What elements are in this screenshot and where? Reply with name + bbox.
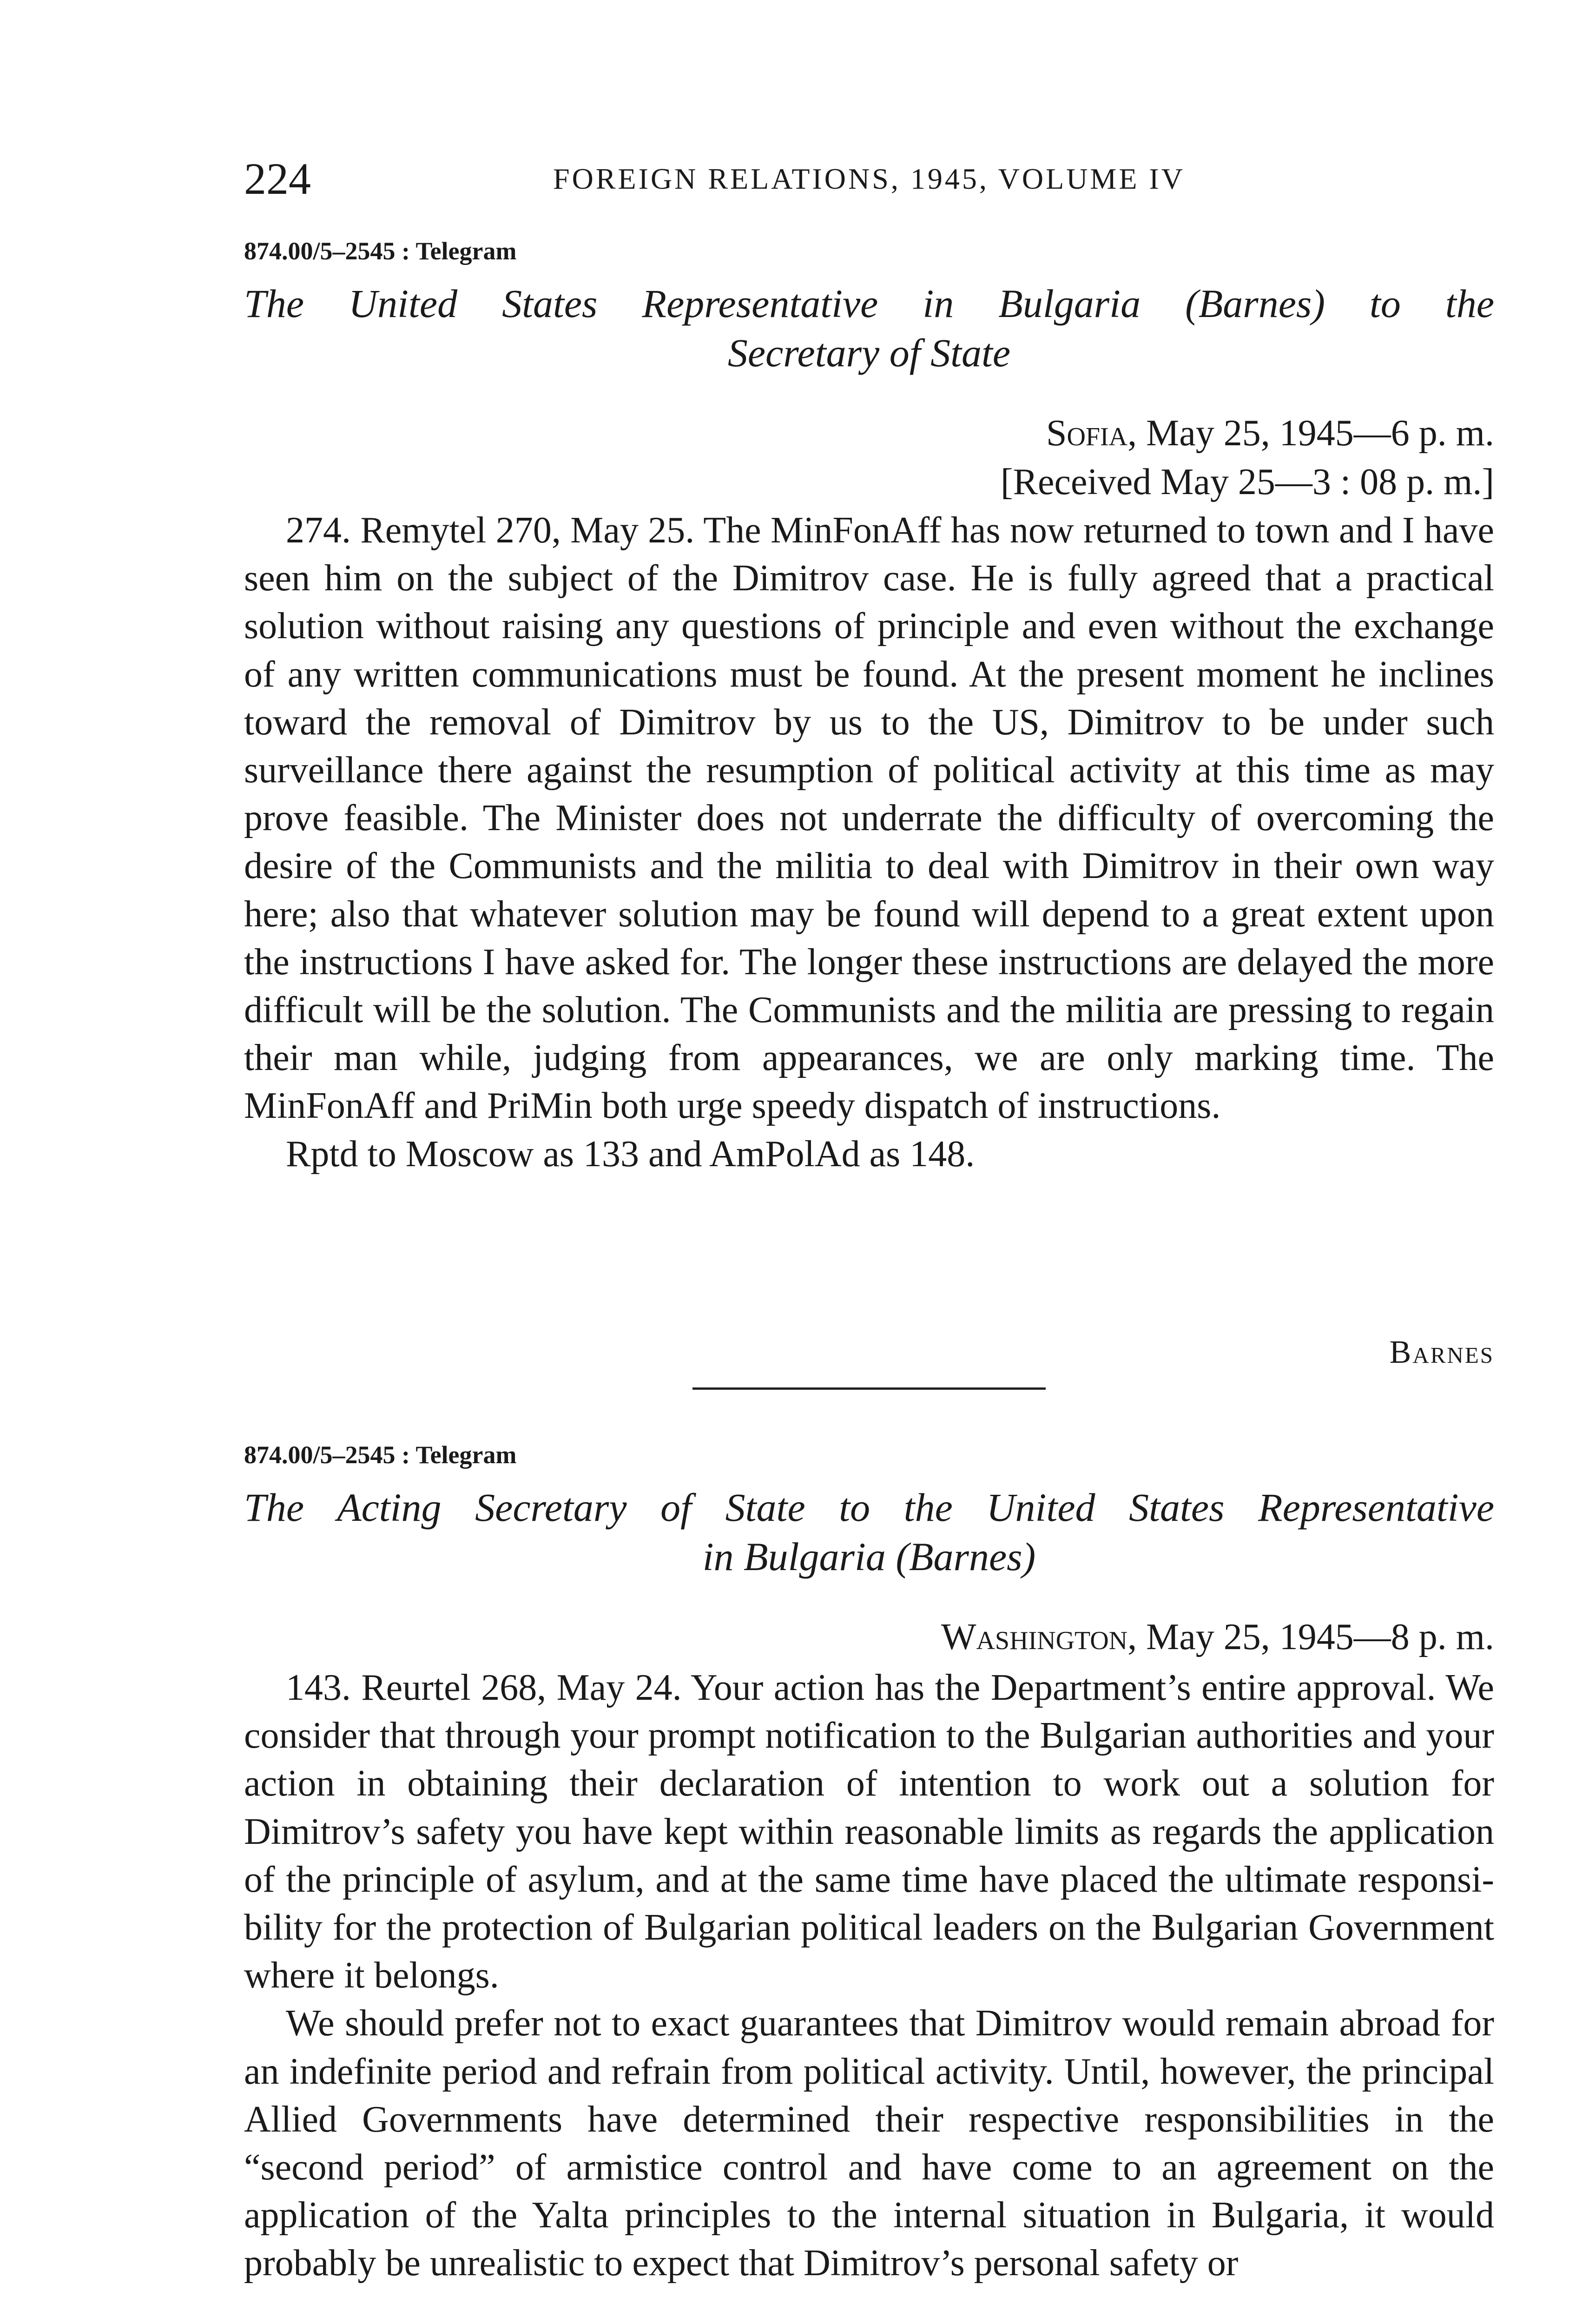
doc1-dateline-date: , May 25, 1945—6 p. m. — [1127, 413, 1494, 454]
doc1-file-ref: 874.00/5–2545 : Telegram — [244, 237, 517, 265]
doc1-title — [244, 279, 1494, 377]
doc2-paragraph-2: We should prefer not to exact guarantees that Dimitrov would remain abroad for an indefinite period and refrain from political activity. Until, however, the principal Allied Governments have determined their respective responsibilities in the “second period” of armistice control and have come to an agreement on the application of the Yalta principles to the internal situation in Bulgaria, it would probably be unrealistic to expect that Dimitrov’s personal safety or — [244, 2003, 1494, 2284]
doc1-received: [Received May 25—3 : 08 p. m.] — [1001, 462, 1494, 502]
running-title: FOREIGN RELATIONS, 1945, VOLUME IV — [553, 162, 1185, 195]
doc2-body — [244, 1664, 1494, 2288]
doc2-dateline — [244, 1613, 1494, 1662]
page-number: 224 — [244, 154, 311, 204]
doc1-dateline — [244, 409, 1494, 458]
doc2-paragraph-1: 143. Reurtel 268, May 24. Your action has the Department’s entire approval. We consider that through your prompt notification to the Bulgarian authorities and your action in obtaining their declaration of intention to work out a solution for Dimitrov’s safety you have kept within reasonable limits as regards the application of the principle of asylum, and at the same time have placed the ultimate responsibility for the protection of Bulgarian political leaders on the Bulgarian Government where it belongs. — [244, 1667, 1494, 1996]
doc2-dateline-place: Washington — [941, 1617, 1128, 1657]
running-head — [244, 153, 1494, 205]
doc1-paragraph-1: 274. Remytel 270, May 25. The MinFonAff has now returned to town and I have seen him on the subject of the Dimitrov case. He is fully agreed that a practical solution without raising any questions of principle and even without the exchange of any written communications must be found. At the present moment he inclines toward the removal of Dimitrov by us to the US, Dimitrov to be under such surveillance there against the resumption of political activity at this time as may prove feasible. The Minister does not underrate the difficulty of overcoming the desire of the Communists and the militia to deal with Dimitrov in their own way here; also that whatever solution may be found will depend to a great extent upon the instructions I have asked for. The longer these instructions are delayed the more difficult will be the solution. The Communists and the militia are pressing to regain their man while, judging from appearances, we are only marking time. The MinFonAff and PriMin both urge speedy dispatch of instructions. — [244, 510, 1494, 1127]
doc1-paragraph-2: Rptd to Moscow as 133 and AmPolAd as 148. — [286, 1133, 975, 1175]
doc2-title-line2: in Bulgaria (Barnes) — [702, 1534, 1036, 1579]
doc2-title — [244, 1483, 1494, 1581]
doc1-body — [244, 507, 1494, 1178]
doc1-dateline-place: Sofia — [1046, 413, 1128, 454]
doc1-signature: Barnes — [1389, 1334, 1494, 1370]
section-divider — [692, 1387, 1046, 1390]
doc1-title-line1: The United States Representative in Bulgaria (Barnes) to the — [244, 281, 1494, 326]
doc2-file-ref: 874.00/5–2545 : Telegram — [244, 1441, 517, 1469]
doc2-title-line1: The Acting Secretary of State to the United States Representative — [244, 1485, 1494, 1530]
doc1-title-line2: Secretary of State — [727, 330, 1011, 375]
doc2-dateline-date: , May 25, 1945—8 p. m. — [1127, 1617, 1494, 1657]
